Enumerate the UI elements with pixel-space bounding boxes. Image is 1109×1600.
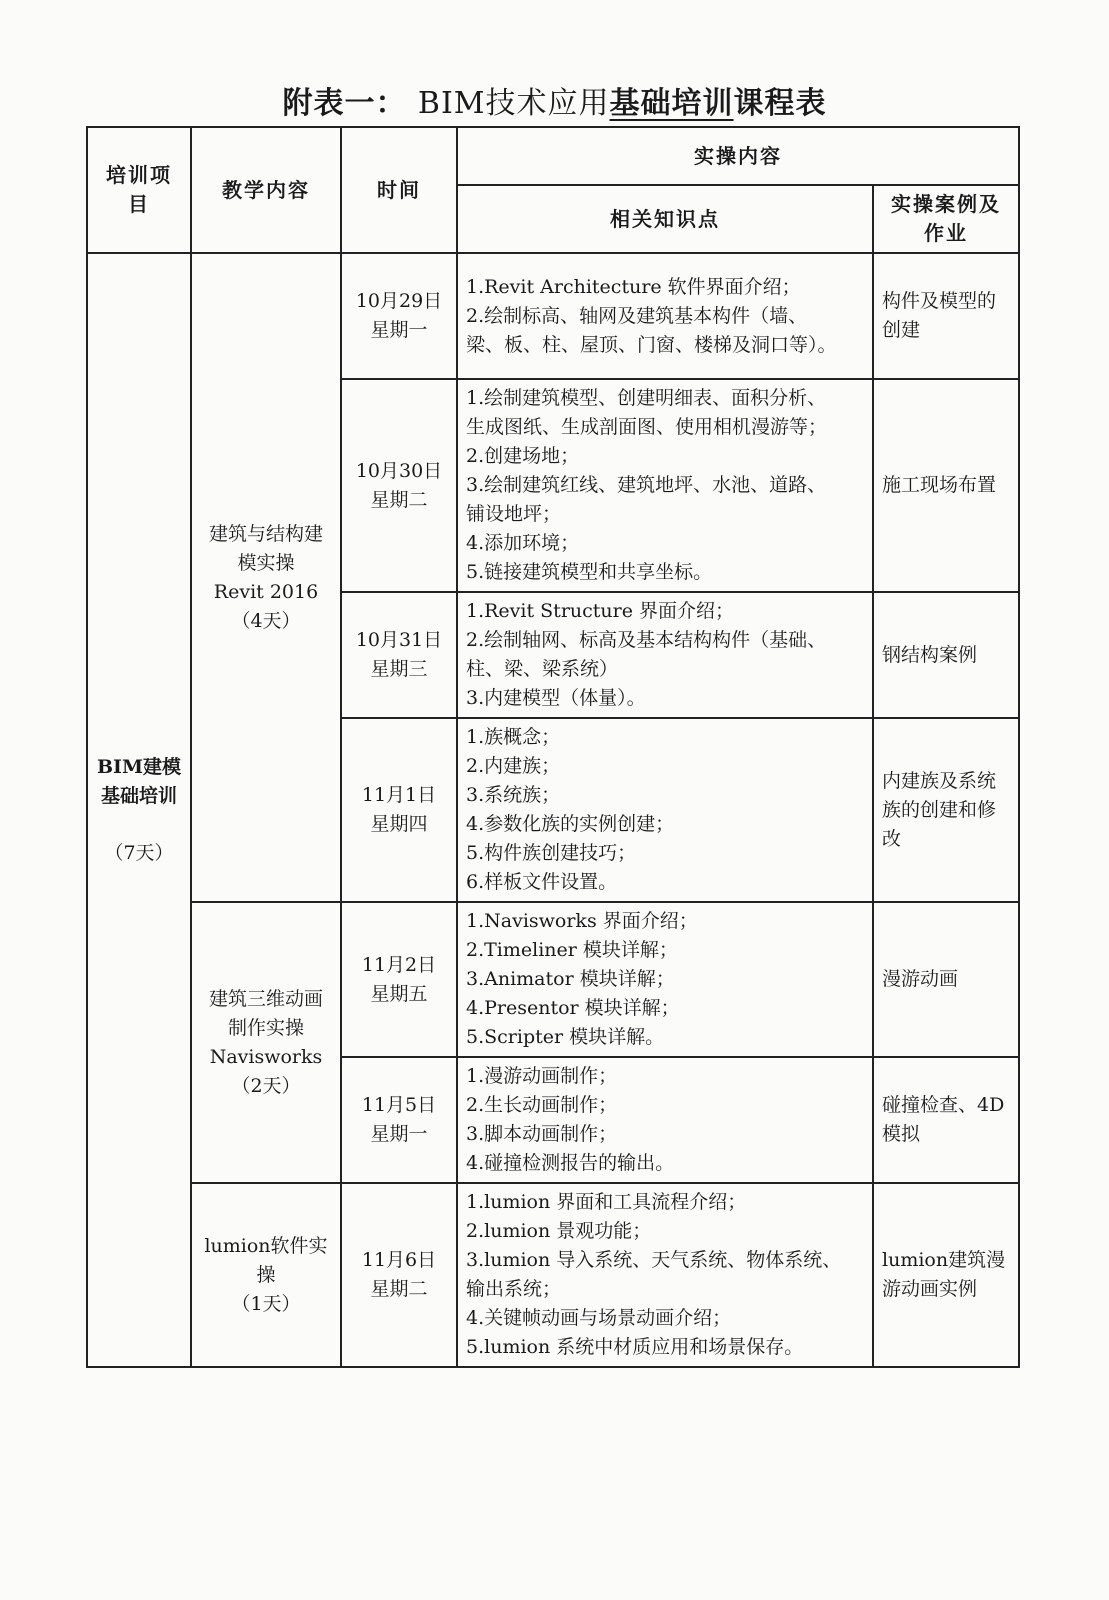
knowledge-cell — [457, 902, 873, 1057]
module-days: （1天） — [231, 1292, 301, 1315]
date-cell — [341, 253, 457, 379]
knowledge-line: 3.绘制建筑红线、建筑地坪、水池、道路、 — [466, 474, 827, 496]
knowledge-cell — [457, 1183, 873, 1367]
knowledge-line: 3.Animator 模块详解； — [466, 968, 675, 990]
date-cell — [341, 902, 457, 1057]
module-days: （4天） — [231, 609, 301, 632]
session-weekday: 星期一 — [370, 1123, 428, 1145]
knowledge-line: 3.内建模型（体量）。 — [466, 687, 646, 709]
case-cell: 钢结构案例 — [873, 592, 1019, 718]
knowledge-line: 4.关键帧动画与场景动画介绍； — [466, 1307, 732, 1329]
module-cell — [191, 902, 341, 1183]
module-days: （2天） — [231, 1074, 301, 1097]
header-practice: 实操内容 — [457, 127, 1019, 185]
knowledge-line: 生成图纸、生成剖面图、使用相机漫游等； — [466, 416, 828, 438]
knowledge-line: 1.Revit Structure 界面介绍； — [466, 600, 735, 622]
knowledge-line: 1.族概念； — [466, 726, 561, 748]
title-underlined: 基础培训 — [609, 86, 734, 121]
session-date: 10月31日 — [355, 629, 443, 651]
module-software: Navisworks — [209, 1045, 323, 1068]
knowledge-line: 3.lumion 导入系统、天气系统、物体系统、 — [466, 1249, 842, 1271]
session-date: 10月29日 — [355, 290, 443, 312]
header-time: 时间 — [341, 127, 457, 253]
knowledge-line: 2.绘制标高、轴网及建筑基本构件（墙、 — [466, 304, 808, 327]
course-schedule-table — [86, 126, 1020, 1368]
session-date: 11月6日 — [361, 1249, 437, 1271]
project-days: （7天） — [104, 841, 174, 864]
header-knowledge: 相关知识点 — [457, 185, 873, 253]
session-weekday: 星期二 — [370, 1278, 428, 1300]
project-cell — [87, 253, 191, 1367]
date-cell — [341, 379, 457, 592]
session-weekday: 星期三 — [370, 658, 428, 680]
knowledge-cell — [457, 1057, 873, 1183]
session-weekday: 星期二 — [370, 488, 428, 511]
header-cases: 实操案例及作业 — [873, 185, 1019, 253]
knowledge-cell — [457, 718, 873, 902]
knowledge-line: 4.Presentor 模块详解； — [466, 997, 680, 1019]
case-cell: 构件及模型的创建 — [873, 253, 1019, 379]
session-weekday: 星期一 — [370, 319, 428, 341]
module-cell — [191, 1183, 341, 1367]
knowledge-line: 4.碰撞检测报告的输出。 — [466, 1152, 675, 1174]
date-cell — [341, 718, 457, 902]
case-cell: 漫游动画 — [873, 902, 1019, 1057]
knowledge-line: 梁、板、柱、屋顶、门窗、楼梯及洞口等）。 — [466, 333, 837, 356]
case-cell: 内建族及系统族的创建和修改 — [873, 718, 1019, 902]
case-cell: lumion建筑漫游动画实例 — [873, 1183, 1019, 1367]
title-prefix: 附表一： — [282, 86, 407, 121]
knowledge-line: 铺设地坪； — [466, 503, 562, 525]
knowledge-line: 2.内建族； — [466, 755, 561, 777]
knowledge-line: 5.构件族创建技巧； — [466, 842, 637, 864]
knowledge-line: 3.脚本动画制作； — [466, 1123, 618, 1145]
knowledge-line: 3.系统族； — [466, 784, 561, 806]
knowledge-line: 1.Navisworks 界面介绍； — [466, 910, 698, 932]
knowledge-line: 1.lumion 界面和工具流程介绍； — [466, 1191, 747, 1213]
session-weekday: 星期五 — [370, 982, 428, 1005]
knowledge-line: 柱、梁、梁系统） — [466, 658, 619, 680]
knowledge-line: 1.漫游动画制作； — [466, 1065, 618, 1087]
knowledge-line: 4.添加环境； — [466, 532, 580, 554]
module-name: lumion软件实操 — [204, 1234, 328, 1286]
date-cell — [341, 1057, 457, 1183]
module-name: 建筑与结构建模实操 — [208, 522, 323, 574]
knowledge-cell — [457, 253, 873, 379]
knowledge-line: 6.样板文件设置。 — [466, 871, 618, 893]
date-cell — [341, 592, 457, 718]
knowledge-line: 1.Revit Architecture 软件界面介绍； — [466, 275, 801, 298]
knowledge-line: 4.参数化族的实例创建； — [466, 813, 675, 835]
header-project: 培训项目 — [87, 127, 191, 253]
module-software: Revit 2016 — [213, 580, 319, 603]
knowledge-line: 2.创建场地； — [466, 445, 580, 467]
module-cell — [191, 253, 341, 902]
knowledge-line: 5.Scripter 模块详解。 — [466, 1026, 665, 1048]
knowledge-line: 输出系统； — [466, 1278, 562, 1300]
knowledge-line: 5.链接建筑模型和共享坐标。 — [466, 561, 713, 583]
session-date: 11月5日 — [361, 1094, 437, 1116]
case-cell: 碰撞检查、4D模拟 — [873, 1057, 1019, 1183]
session-weekday: 星期四 — [370, 813, 428, 835]
title-suffix: 课程表 — [733, 86, 827, 121]
date-cell — [341, 1183, 457, 1367]
knowledge-line: 2.生长动画制作； — [466, 1094, 618, 1116]
knowledge-cell — [457, 592, 873, 718]
page-title — [0, 78, 1109, 122]
project-name: BIM建模基础培训 — [97, 755, 181, 807]
knowledge-line: 2.Timeliner 模块详解； — [466, 939, 678, 961]
knowledge-line: 5.lumion 系统中材质应用和场景保存。 — [466, 1336, 804, 1358]
knowledge-line: 2.绘制轴网、标高及基本结构构件（基础、 — [466, 629, 827, 651]
module-name: 建筑三维动画制作实操 — [208, 987, 323, 1039]
knowledge-cell — [457, 379, 873, 592]
knowledge-line: 1.绘制建筑模型、创建明细表、面积分析、 — [466, 387, 827, 409]
knowledge-line: 2.lumion 景观功能； — [466, 1220, 652, 1242]
header-teaching: 教学内容 — [191, 127, 341, 253]
session-date: 11月1日 — [361, 784, 437, 806]
case-cell: 施工现场布置 — [873, 379, 1019, 592]
session-date: 10月30日 — [355, 459, 443, 482]
session-date: 11月2日 — [361, 953, 437, 976]
title-main: BIM技术应用 — [417, 86, 610, 121]
